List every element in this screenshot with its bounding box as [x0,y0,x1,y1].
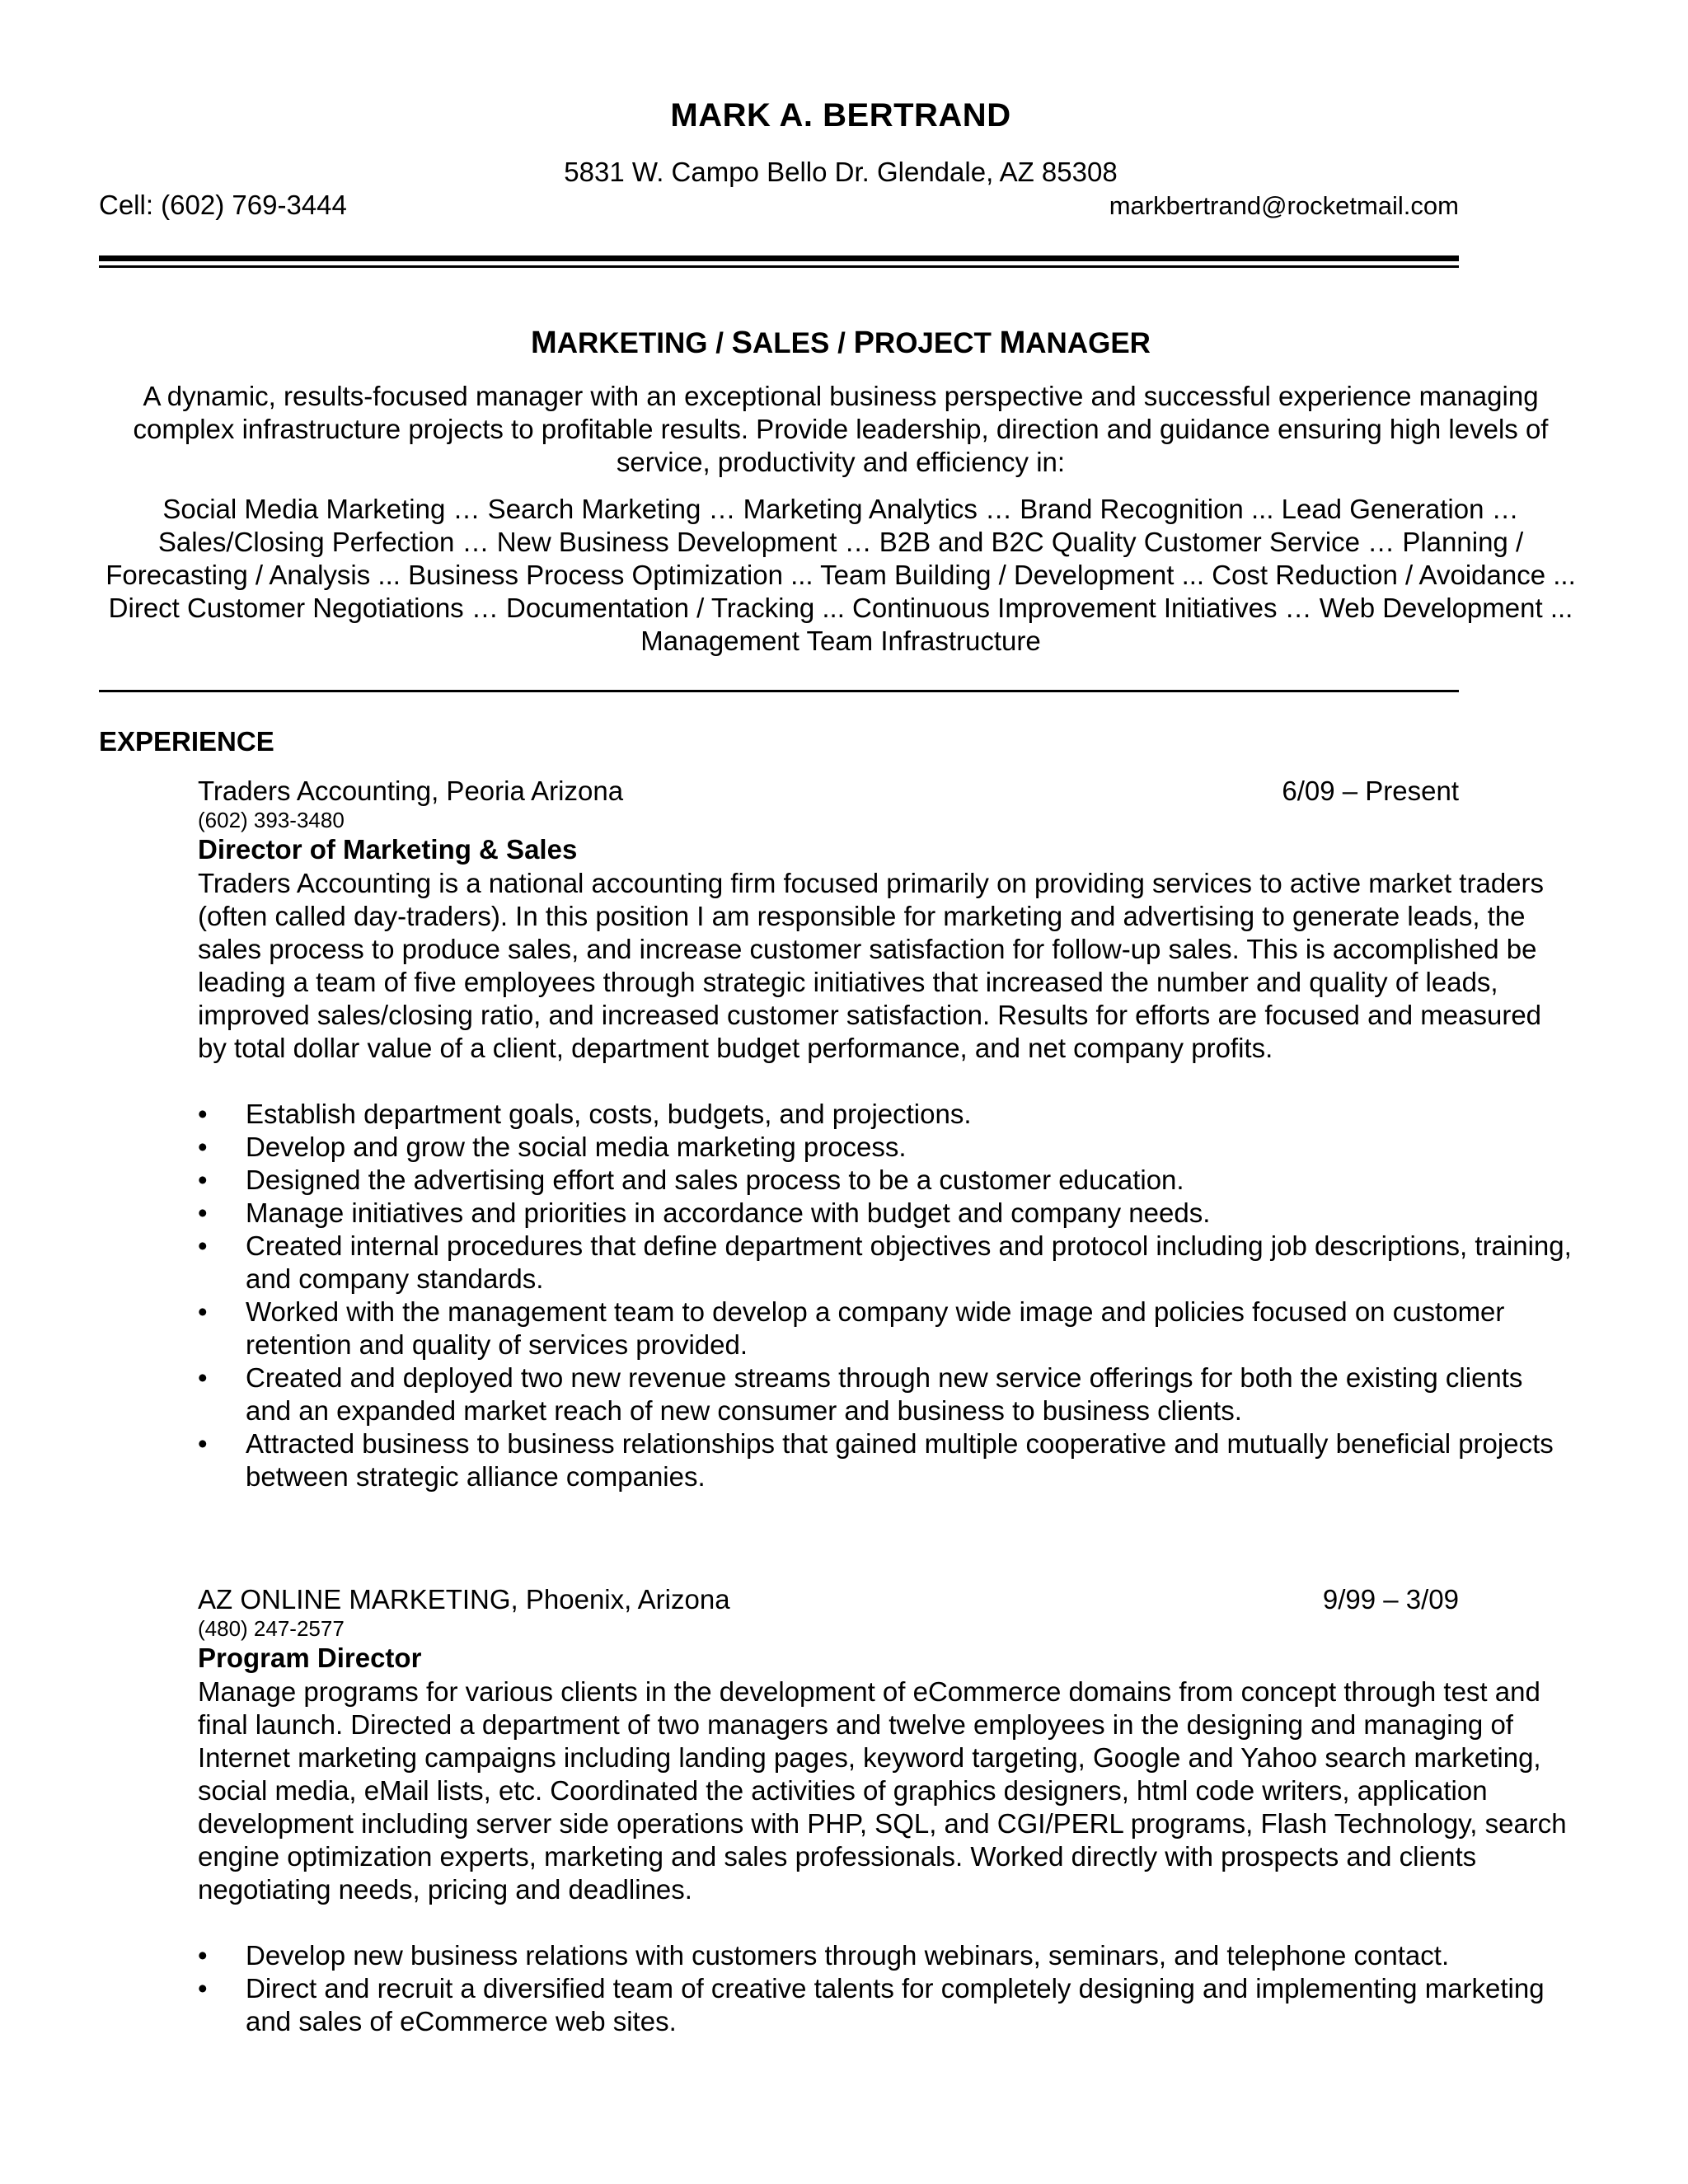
job-phone: (602) 393-3480 [198,808,345,832]
cell-phone: Cell: (602) 769-3444 [99,190,347,220]
title-part-4-rest: ANAGER [1025,327,1151,359]
list-item [198,1197,1574,1230]
list-item [198,1230,1574,1296]
job-entry [198,1583,1574,2038]
list-item [198,1098,1574,1131]
header-divider-thin [99,265,1459,268]
job-description: Manage programs for various clients in the development of eCommerce domains from concept through test and final launch. Directed a department of two managers and twelve employees in the designing and managing of Internet marketing campaigns including landing pages, keyword targeting, Google and Yahoo search marketing, social media, eMail lists, etc. Coordinated the activities of graphics designers, html code writers, application development including server side operations with PHP, SQL, and CGI/PERL programs, Flash Technology, search engine optimization experts, marketing and sales professionals. Worked directly with prospects and clients negotiating needs, pricing and deadlines. [198,1676,1567,1905]
job-company-line [198,1583,1574,1616]
bullet-text: Establish department goals, costs, budgets, and projections. [246,1099,972,1129]
title-part-2-cap: S [731,326,753,360]
summary-text: A dynamic, results-focused manager with an exceptional business perspective and successful experience managing complex infrastructure projects to profitable results. Provide leadership, direction and guidance ensuring high levels of service, productivity and efficiency in: [133,381,1549,477]
bullet-text: Develop new business relations with customers through webinars, seminars, and telephone contact. [246,1940,1450,1971]
skills-list: Social Media Marketing … Search Marketing … Marketing Analytics … Brand Recognition ... Lead Generation … Sales/Closing Perfection … New Business Development … B2B and B2C Quality Customer Service … Planning / Forecasting / Analysis ... Business Process Optimization ... Team Building / Development ... Cost Reduction / Avoidance ... Direct Customer Negotiations … Documentation / Tracking ... Continuous Improvement Initiatives … Web Development ... Management Team Infrastructure [106,494,1576,656]
bullet-text: Direct and recruit a diversified team of creative talents for completely designing and implementing marketing and sales of eCommerce web sites. [246,1973,1545,2036]
job-description: Traders Accounting is a national accounting firm focused primarily on providing services to active market traders (often called day-traders). In this position I am responsible for marketing and advertising to generate leads, the sales process to produce sales, and increase customer satisfaction for follow-up sales. This is accomplished be leading a team of five employees through strategic initiatives that increased the number and quality of leads, improved sales/closing ratio, and increased customer satisfaction. Results for efforts are focused and measured by total dollar value of a client, department budget performance, and net company profits. [198,868,1545,1063]
summary-divider [99,690,1459,692]
list-item [198,1164,1574,1197]
title-sep-2: / [829,327,854,359]
list-item [198,1296,1574,1361]
title-part-4-cap: M [999,326,1026,360]
bullet-text: Created internal procedures that define department objectives and protocol including job descriptions, training, and company standards. [246,1230,1572,1294]
title-part-3-rest: ROJECT [874,327,992,359]
bullet-text: Attracted business to business relationships that gained multiple cooperative and mutually beneficial projects between strategic alliance companies. [246,1428,1554,1492]
job-title: Program Director [198,1643,422,1673]
title-part-1-cap: M [531,326,557,360]
bullet-icon: • [198,1230,208,1261]
bullet-text: Manage initiatives and priorities in accordance with budget and company needs. [246,1197,1211,1228]
bullet-icon: • [198,1428,208,1459]
list-item [198,1972,1574,2038]
bullet-icon: • [198,1197,208,1228]
summary-title [99,326,1582,361]
job-phone: (480) 247-2577 [198,1616,345,1641]
bullet-icon: • [198,1132,208,1162]
job-entry [198,775,1574,1493]
job-bullets [198,1939,1574,2038]
address: 5831 W. Campo Bello Dr. Glendale, AZ 85308 [564,157,1118,187]
experience-heading: EXPERIENCE [99,726,274,757]
title-part-3-cap: P [853,326,874,360]
list-item [198,1939,1574,1972]
email-address[interactable]: markbertrand@rocketmail.com [1109,191,1459,220]
bullet-icon: • [198,1973,208,2004]
job-dates: 9/99 – 3/09 [1322,1584,1459,1615]
list-item [198,1131,1574,1164]
bullet-icon: • [198,1165,208,1195]
title-part-2-rest: ALES [753,327,830,359]
title-part-1-rest: ARKETING [556,327,708,359]
job-company-line [198,775,1574,808]
title-sep-3 [992,327,1000,359]
job-company: AZ ONLINE MARKETING, Phoenix, Arizona [198,1584,730,1615]
resume-page [99,0,1582,2184]
bullet-icon: • [198,1296,208,1327]
bullet-icon: • [198,1099,208,1129]
candidate-name: MARK A. BERTRAND [670,97,1011,134]
bullet-text: Created and deployed two new revenue streams through new service offerings for both the existing clients and an expanded market reach of new consumer and business to business clients. [246,1362,1523,1426]
job-company: Traders Accounting, Peoria Arizona [198,776,624,806]
header-divider-thick [99,255,1459,261]
bullet-text: Develop and grow the social media marketing process. [246,1132,907,1162]
job-dates: 6/09 – Present [1282,776,1459,806]
bullet-text: Designed the advertising effort and sales process to be a customer education. [246,1165,1184,1195]
job-bullets [198,1098,1574,1493]
job-title: Director of Marketing & Sales [198,834,578,865]
bullet-icon: • [198,1362,208,1393]
bullet-text: Worked with the management team to develop a company wide image and policies focused on customer retention and quality of services provided. [246,1296,1505,1360]
title-sep-1: / [707,327,732,359]
list-item [198,1361,1574,1427]
list-item [198,1427,1574,1493]
bullet-icon: • [198,1940,208,1971]
